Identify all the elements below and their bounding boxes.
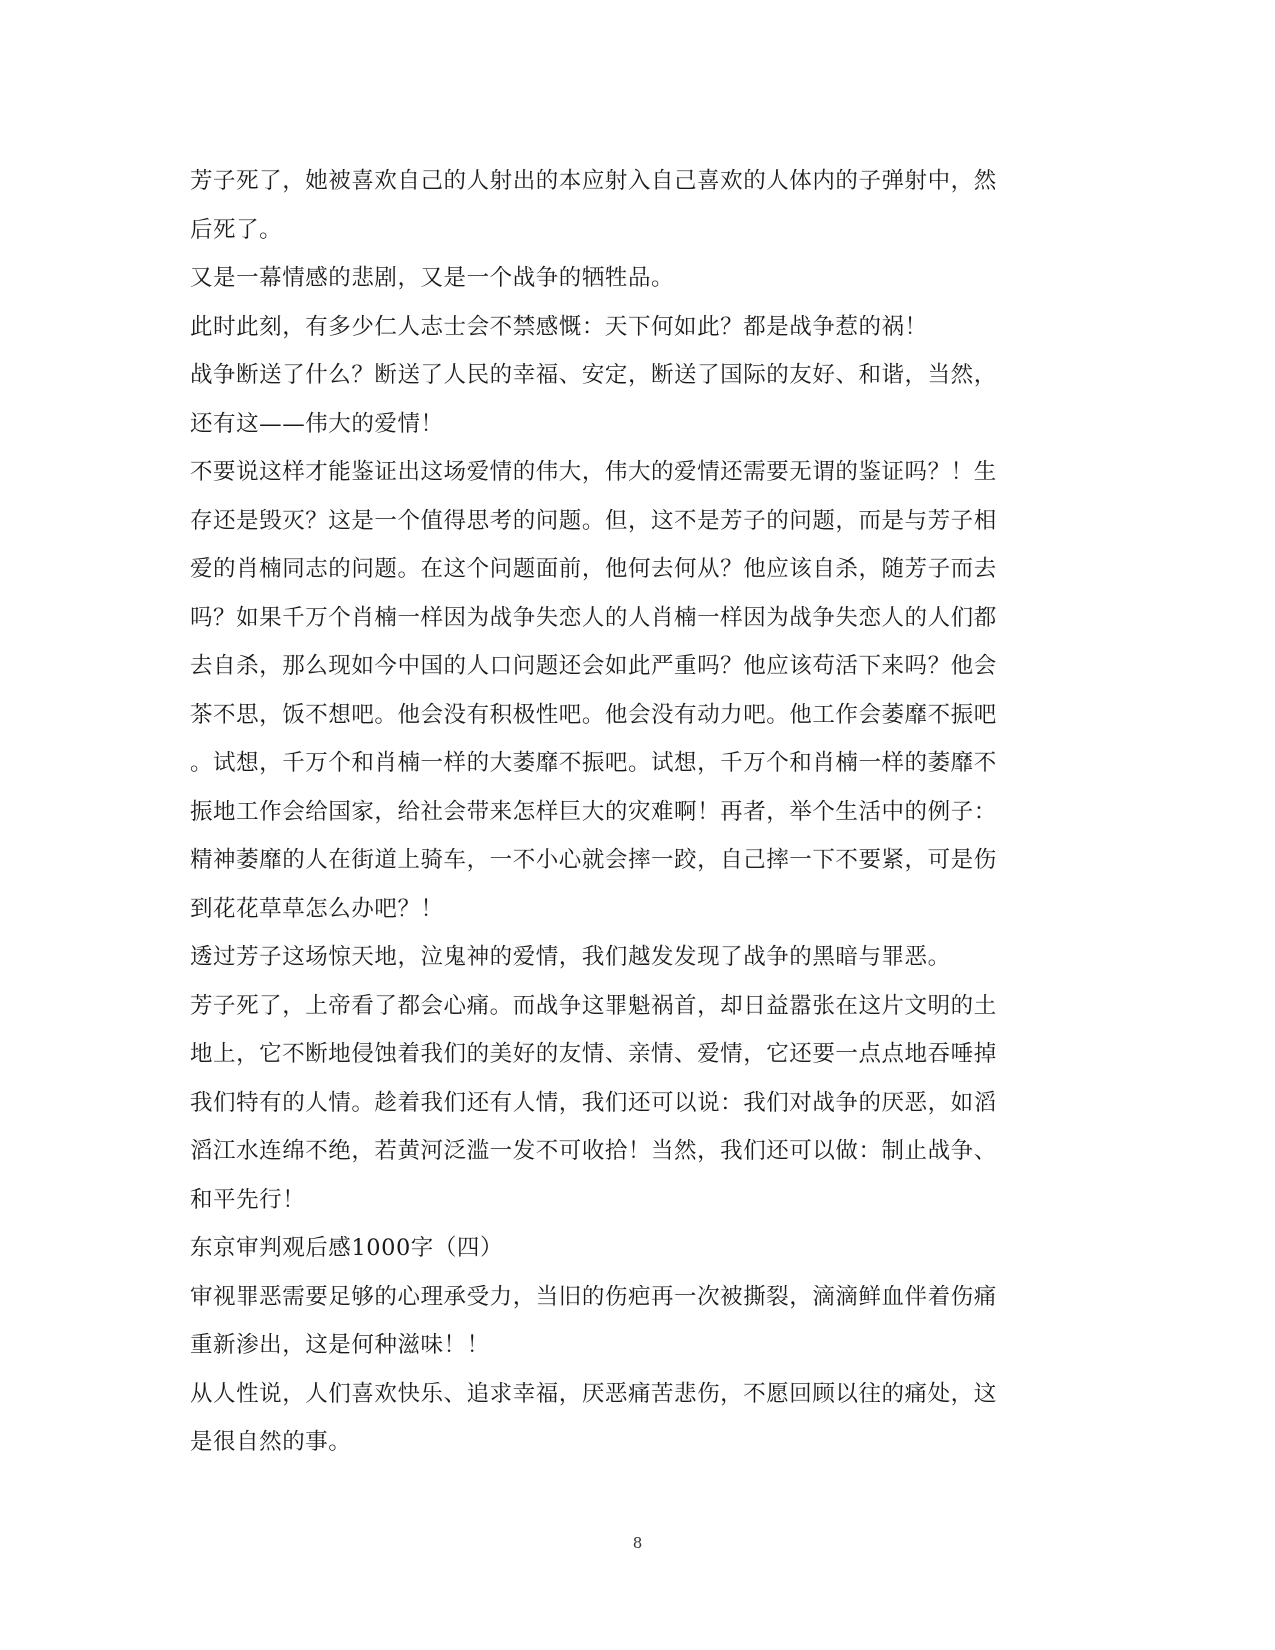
text-line: 存还是毁灭？这是一个值得思考的问题。但，这不是芳子的问题，而是与芳子相 [190,507,997,534]
text-line: 和平先行！ [190,1186,306,1213]
text-line: 芳子死了，上帝看了都会心痛。而战争这罪魁祸首，却日益嚣张在这片文明的土 [190,992,997,1019]
text-line: 振地工作会给国家，给社会带来怎样巨大的灾难啊！再者，举个生活中的例子： [190,798,997,825]
text-line: 战争断送了什么？断送了人民的幸福、安定，断送了国际的友好、和谐，当然， [190,362,997,388]
text-line: 茶不思，饭不想吧。他会没有积极性吧。他会没有动力吧。他工作会萎靡不振吧 [190,701,997,728]
text-line: 。试想，千万个和肖楠一样的大萎靡不振吧。试想，千万个和肖楠一样的萎靡不 [190,750,997,776]
body-text [190,157,1080,1467]
text-line: 还有这——伟大的爱情！ [190,410,444,437]
text-line: 审视罪恶需要足够的心理承受力，当旧的伤疤再一次被撕裂，滴滴鲜血伴着伤痛 [190,1283,997,1310]
text-line: 去自杀，那么现如今中国的人口问题还会如此严重吗？他应该苟活下来吗？他会 [190,653,997,679]
text-line: 我们特有的人情。趁着我们还有人情，我们还可以说：我们对战争的厌恶，如滔 [190,1089,997,1116]
text-line: 透过芳子这场惊天地，泣鬼神的爱情，我们越发发现了战争的黑暗与罪恶。 [190,944,951,970]
text-line: 精神萎靡的人在街道上骑车，一不小心就会摔一跤，自己摔一下不要紧，可是伤 [190,847,997,873]
text-line: 爱的肖楠同志的问题。在这个问题面前，他何去何从？他应该自杀，随芳子而去 [190,556,997,582]
text-line: 芳子死了，她被喜欢自己的人射出的本应射入自己喜欢的人体内的子弹射中，然 [190,168,997,194]
text-line: 滔江水连绵不绝，若黄河泛滥一发不可收拾！当然，我们还可以做：制止战争、 [190,1138,997,1164]
page-number: 8 [632,1534,643,1552]
text-line: 吗？如果千万个肖楠一样因为战争失恋人的人肖楠一样因为战争失恋人的人们都 [190,604,997,631]
text-line: 是很自然的事。 [190,1429,352,1455]
text-line: 从人性说，人们喜欢快乐、追求幸福，厌恶痛苦悲伤，不愿回顾以往的痛处，这 [190,1380,997,1407]
text-line: 地上，它不断地侵蚀着我们的美好的友情、亲情、爱情，它还要一点点地吞唾掉 [190,1041,997,1067]
text-line: 又是一幕情感的悲剧，又是一个战争的牺牲品。 [190,265,675,291]
section-heading: 东京审判观后感1000字（四） [190,1235,504,1261]
text-line: 重新渗出，这是何种滋味！！ [190,1332,490,1358]
text-line: 后死了。 [190,216,283,243]
text-line: 到花花草草怎么办吧？！ [190,895,444,922]
text-line: 不要说这样才能鉴证出这场爱情的伟大，伟大的爱情还需要无谓的鉴证吗？！生 [190,459,997,485]
text-line: 此时此刻，有多少仁人志士会不禁感慨：天下何如此？都是战争惹的祸！ [190,313,928,340]
